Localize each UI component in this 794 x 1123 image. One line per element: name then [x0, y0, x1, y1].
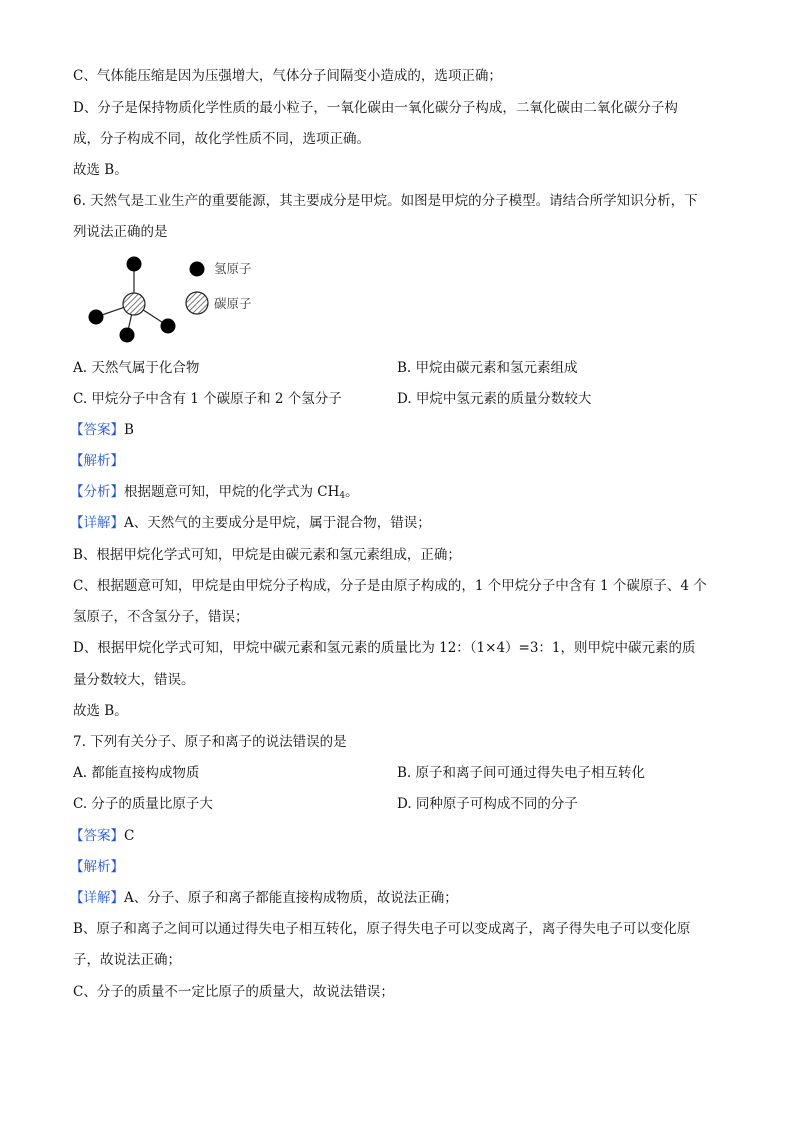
- text-line: 量分数较大，错误。: [73, 672, 195, 688]
- option-d: D. 同种原子可构成不同的分子: [397, 796, 578, 812]
- answer-line: [70, 826, 134, 846]
- text-line: 成，分子构成不同，故化学性质不同，选项正确。: [73, 131, 370, 147]
- analysis-tag: 【解析】: [70, 453, 124, 469]
- option-b: B. 原子和离子间可通过得失电子相互转化: [397, 765, 646, 781]
- text-line: B、原子和离子之间可以通过得失电子相互转化，原子得失电子可以变成离子，离子得失电子可以变化原: [73, 921, 691, 937]
- analysis-line: [70, 451, 124, 471]
- hydrogen-atom: [120, 328, 135, 343]
- analysis-tag: 【解析】: [70, 859, 124, 875]
- answer-tag: 【答案】: [70, 828, 124, 844]
- fenxi-text: 根据题意可知，甲烷的化学式为 CH: [124, 484, 340, 500]
- methane-molecule-diagram: [80, 250, 280, 345]
- text-line: 子，故说法正确；: [73, 952, 181, 968]
- fenxi-end: 。: [345, 484, 359, 500]
- text-line: 故选 B。: [73, 703, 128, 719]
- analysis-line: [70, 857, 124, 877]
- text-line: C、气体能压缩是因为压强增大，气体分子间隔变小造成的，选项正确；: [73, 68, 502, 84]
- option-c: C. 甲烷分子中含有 1 个碳原子和 2 个氢分子: [73, 391, 342, 407]
- text-line: D、根据甲烷化学式可知，甲烷中碳元素和氢元素的质量比为 12：（1×4）=3：1，则甲烷中碳元素的质: [73, 640, 696, 656]
- text-line: D、分子是保持物质化学性质的最小粒子，一氧化碳由一氧化碳分子构成，二氧化碳由二氧化碳分子构: [73, 100, 678, 116]
- option-b: B. 甲烷由碳元素和氢元素组成: [397, 360, 578, 376]
- text-line: C、分子的质量不一定比原子的质量大，故说法错误；: [73, 984, 394, 1000]
- option-a: A. 天然气属于化合物: [73, 360, 200, 376]
- formula-subscript: 4: [339, 491, 346, 501]
- option-d: D. 甲烷中氢元素的质量分数较大: [397, 391, 592, 407]
- answer-tag: 【答案】: [70, 422, 124, 438]
- answer-value: B: [124, 422, 134, 438]
- xiangjie-line: [70, 888, 458, 908]
- xiangjie-line: [70, 513, 431, 533]
- text-line: 氢原子，不含氢分子，错误；: [73, 609, 249, 625]
- option-c: C. 分子的质量比原子大: [73, 796, 213, 812]
- hydrogen-atom: [127, 257, 142, 272]
- legend-carbon-icon: [186, 292, 208, 314]
- legend-hydrogen-label: 氢原子: [214, 261, 252, 276]
- answer-line: [70, 420, 134, 440]
- question-6-stem: 6. 天然气是工业生产的重要能源，其主要成分是甲烷。如图是甲烷的分子模型。请结合所学知识分析，下: [73, 193, 698, 209]
- fenxi-line: [70, 482, 359, 506]
- fenxi-tag: 【分析】: [70, 484, 124, 500]
- xiangjie-tag: 【详解】: [70, 515, 124, 531]
- legend-carbon-label: 碳原子: [214, 296, 252, 311]
- question-7-stem: 7. 下列有关分子、原子和离子的说法错误的是: [73, 734, 347, 750]
- xiangjie-tag: 【详解】: [70, 890, 124, 906]
- question-6-stem-cont: 列说法正确的是: [73, 224, 168, 240]
- xiangjie-text: A、天然气的主要成分是甲烷，属于混合物，错误；: [124, 515, 431, 531]
- text-line: C、根据题意可知，甲烷是由甲烷分子构成，分子是由原子构成的，1 个甲烷分子中含有 1 个碳原子、4 个: [73, 578, 707, 594]
- answer-value: C: [124, 828, 135, 844]
- hydrogen-atom: [89, 310, 104, 325]
- hydrogen-atom: [161, 319, 176, 334]
- carbon-atom: [123, 293, 145, 315]
- text-line: 故选 B。: [73, 162, 128, 178]
- xiangjie-text: A、分子、原子和离子都能直接构成物质，故说法正确；: [124, 890, 458, 906]
- option-a: A. 都能直接构成物质: [73, 765, 200, 781]
- legend-hydrogen-icon: [190, 262, 205, 277]
- text-line: B、根据甲烷化学式可知，甲烷是由碳元素和氢元素组成，正确；: [73, 547, 461, 563]
